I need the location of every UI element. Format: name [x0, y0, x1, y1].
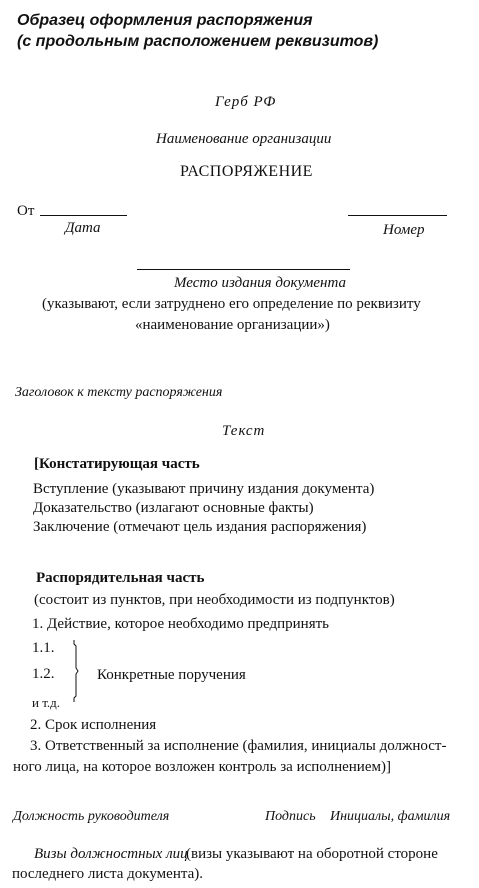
page-title: Образец оформления распоряжения [17, 12, 313, 29]
page-subtitle: (с продольным расположением реквизитов) [17, 33, 379, 50]
sub-item: 1.1. [32, 640, 55, 656]
date-line [40, 215, 127, 216]
order-note: (состоит из пунктов, при необходимости из подпунктов) [34, 592, 395, 608]
number-line [348, 215, 447, 216]
place-note-line1: (указывают, если затруднено его определение по реквизиту [42, 296, 421, 312]
from-label: От [17, 203, 35, 219]
order-item-1: 1. Действие, которое необходимо предпринять [32, 616, 329, 632]
date-label: Дата [65, 220, 101, 236]
statement-item: Заключение (отмечают цель издания распоряжения) [33, 519, 367, 535]
sub-item: 1.2. [32, 666, 55, 682]
statement-item: Вступление (указывают причину издания документа) [33, 481, 375, 497]
position-label: Должность руководителя [13, 809, 170, 824]
sub-item: и т.д. [32, 695, 61, 710]
order-item-3-line1: 3. Ответственный за исполнение (фамилия, инициалы должност- [30, 738, 447, 754]
order-item-3-line2: ного лица, на которое возложен контроль за исполнением)] [13, 759, 391, 775]
statement-item: Доказательство (излагают основные факты) [33, 500, 314, 516]
number-label: Номер [383, 222, 425, 238]
org-name-label: Наименование организации [156, 131, 332, 147]
text-label: Текст [222, 423, 266, 439]
place-label: Место издания документа [174, 275, 346, 291]
sub-items-label: Конкретные поручения [97, 667, 246, 683]
visas-text-line2: последнего листа документа). [12, 866, 203, 882]
statement-title: [Констатирующая часть [34, 456, 200, 472]
visas-text-line1: (визы указывают на оборотной стороне [186, 846, 438, 862]
emblem-label: Герб РФ [215, 94, 277, 110]
place-line [137, 269, 350, 270]
brace-icon [73, 640, 79, 702]
name-label: Инициалы, фамилия [330, 809, 451, 824]
place-note-line2: «наименование организации») [135, 317, 330, 333]
doc-type: РАСПОРЯЖЕНИЕ [180, 163, 313, 180]
visas-label: Визы должностных лиц [34, 846, 188, 862]
heading-label: Заголовок к тексту распоряжения [15, 385, 223, 400]
order-item-2: 2. Срок исполнения [30, 717, 157, 733]
order-title: Распорядительная часть [36, 570, 205, 586]
signature-label: Подпись [265, 809, 316, 824]
